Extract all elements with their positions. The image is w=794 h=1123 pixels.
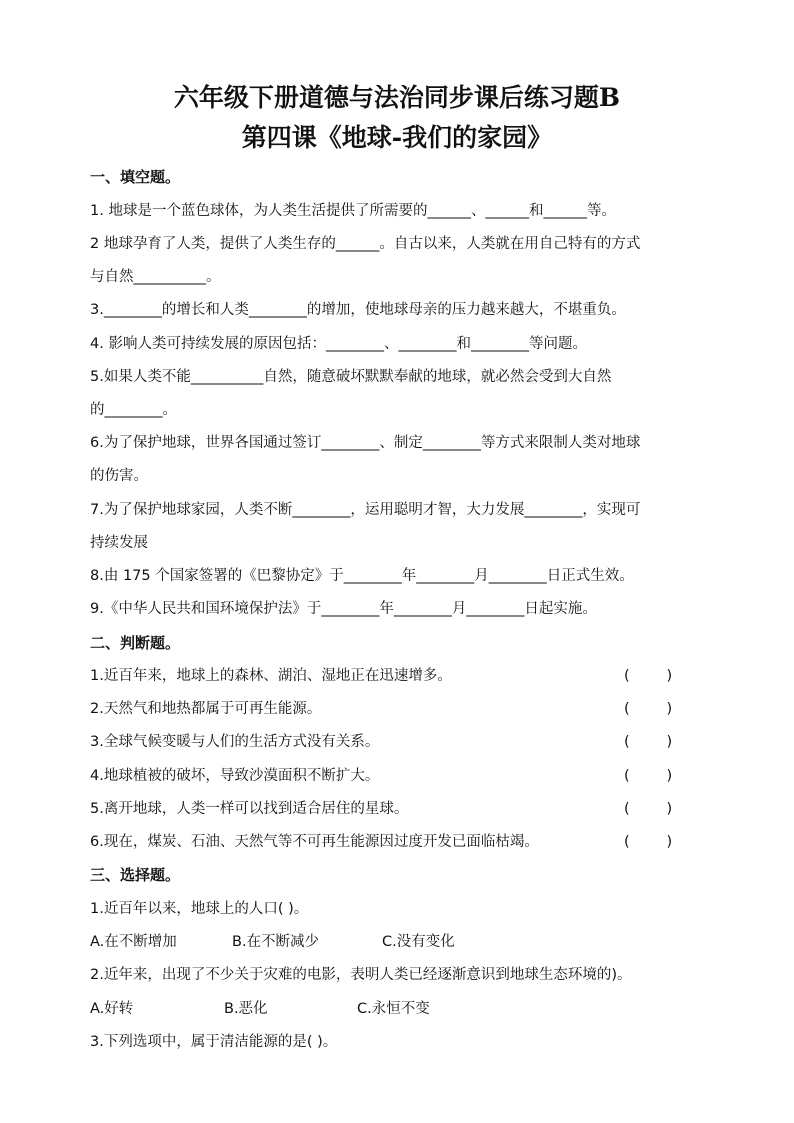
answer-parentheses: ( ) — [624, 701, 673, 717]
question-line: 2 地球孕育了人类，提供了人类生存的______。自古以来，人类就在用自己特有的方式 — [90, 236, 641, 252]
judgment-item: 3.全球气候变暖与人们的生活方式没有关系。 — [90, 734, 380, 750]
question-line: 6.为了保护地球，世界各国通过签订________、制定________等方式来限制人类对地球 — [90, 435, 641, 451]
question-line: 4. 影响人类可持续发展的原因包括：________、________和________等问题。 — [90, 336, 587, 352]
question-line: 的________。 — [90, 402, 177, 418]
choice-option-c: C.没有变化 — [382, 934, 455, 950]
answer-parentheses: ( ) — [624, 768, 673, 784]
choice-option-a: A.在不断增加 — [90, 934, 177, 950]
question-line: 7.为了保护地球家园，人类不断________，运用聪明才智，大力发展________，实现可 — [90, 502, 641, 518]
answer-parentheses: ( ) — [624, 801, 673, 817]
choice-option-c: C.永恒不变 — [357, 1001, 430, 1017]
section-heading-true-false: 二、判断题。 — [90, 634, 181, 652]
choice-option-b: B.恶化 — [224, 1001, 268, 1017]
page-title: 六年级下册道德与法治同步课后练习题B — [173, 83, 621, 112]
judgment-item: 1.近百年来，地球上的森林、湖泊、湿地正在迅速增多。 — [90, 668, 452, 684]
judgment-item: 6.现在，煤炭、石油、天然气等不可再生能源因过度开发已面临枯竭。 — [90, 834, 539, 850]
question-line: 与自然__________。 — [90, 269, 221, 285]
page-subtitle: 第四课《地球-我们的家园》 — [241, 123, 553, 152]
judgment-item: 4.地球植被的破坏，导致沙漠面积不断扩大。 — [90, 768, 380, 784]
section-heading-multiple-choice: 三、选择题。 — [90, 866, 181, 884]
question-line: 的伤害。 — [90, 468, 148, 484]
answer-parentheses: ( ) — [624, 668, 673, 684]
choice-option-a: A.好转 — [90, 1001, 134, 1017]
question-line: 9.《中华人民共和国环境保护法》于________年________月________日起实施。 — [90, 601, 597, 617]
choice-question-stem: 1.近百年以来，地球上的人口( )。 — [90, 901, 309, 917]
question-line: 3.________的增长和人类________的增加，使地球母亲的压力越来越大，不堪重负。 — [90, 302, 626, 318]
answer-parentheses: ( ) — [624, 734, 673, 750]
question-line: 持续发展 — [90, 535, 148, 551]
choice-question-stem: 2.近年来，出现了不少关于灾难的电影，表明人类已经逐渐意识到地球生态环境的)。 — [90, 967, 632, 983]
judgment-item: 5.离开地球，人类一样可以找到适合居住的星球。 — [90, 801, 409, 817]
section-heading-fill-blank: 一、填空题。 — [90, 168, 181, 186]
question-line: 1. 地球是一个蓝色球体，为人类生活提供了所需要的______、______和______等。 — [90, 203, 616, 219]
question-line: 8.由 175 个国家签署的《巴黎协定》于________年________月________日正式生效。 — [90, 568, 634, 584]
choice-question-stem: 3.下列选项中，属于清洁能源的是( )。 — [90, 1034, 338, 1050]
judgment-item: 2.天然气和地热都属于可再生能源。 — [90, 701, 322, 717]
question-line: 5.如果人类不能__________自然，随意破坏默默奉献的地球，就必然会受到大自然 — [90, 369, 612, 385]
answer-parentheses: ( ) — [624, 834, 673, 850]
choice-option-b: B.在不断减少 — [232, 934, 320, 950]
